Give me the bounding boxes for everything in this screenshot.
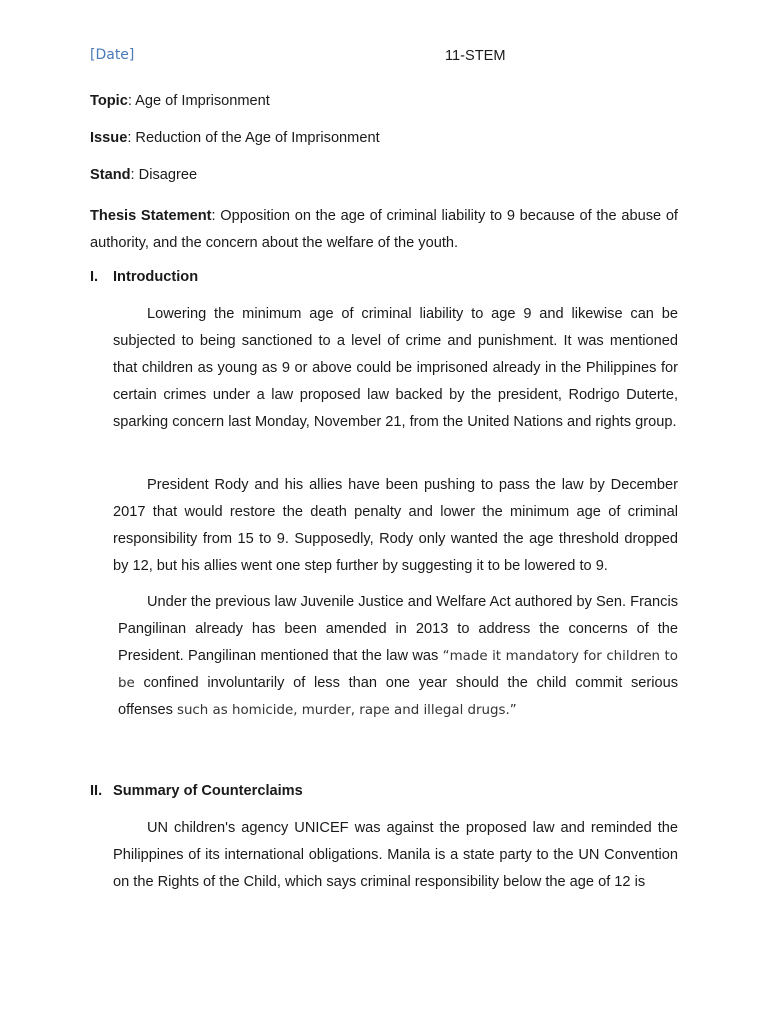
intro-paragraph-1: Lowering the minimum age of criminal liability to age 9 and likewise can be subjected to being sanctioned to a level of crime and punishment. It was mentioned that children as young as 9 or above could be imprisoned already in the Philippines for certain crimes under a law proposed law backed by the president, Rodrigo Duterte, sparking concern last Monday, November 21, from the United Nations and rights group.	[113, 306, 678, 430]
stand-line	[90, 167, 197, 183]
counterclaims-paragraph-1: UN children's agency UNICEF was against the proposed law and reminded the Philippines of its international obligations. Manila is a state party to the UN Convention on the Rights of the Child, which says criminal responsibility below the age of 12 is	[113, 820, 678, 890]
section-number: II.	[90, 783, 103, 799]
section-heading-counterclaims	[90, 783, 303, 799]
thesis-label: Thesis Statement	[90, 208, 212, 224]
section-title: Introduction	[113, 269, 199, 285]
topic-line	[90, 93, 270, 109]
issue-label: Issue	[90, 130, 128, 146]
section-number: I.	[90, 269, 99, 285]
thesis-statement	[90, 203, 678, 257]
stand-label: Stand	[90, 167, 131, 183]
quoted-text: “made it mandatory for children to be	[118, 649, 678, 691]
issue-value: : Reduction of the Age of Imprisonment	[127, 130, 380, 146]
issue-line	[90, 130, 380, 146]
paragraph-text: confined involuntarily of less than one year should the child commit serious offenses	[118, 675, 678, 718]
section-title: Summary of Counterclaims	[113, 783, 303, 799]
topic-value: : Age of Imprisonment	[127, 93, 270, 109]
intro-paragraph-3	[118, 589, 678, 724]
quoted-text: such as homicide, murder, rape and illegal drugs.”	[176, 703, 517, 718]
stand-value: : Disagree	[130, 167, 198, 183]
class-section: 11-STEM	[445, 48, 506, 64]
topic-label: Topic	[90, 93, 128, 109]
intro-paragraph-2: President Rody and his allies have been pushing to pass the law by December 2017 that would restore the death penalty and lower the minimum age of criminal responsibility from 15 to 9. Supposedly, Rody only wanted the age threshold dropped by 12, but his allies went one step further by suggesting it to be lowered to 9.	[113, 477, 678, 574]
thesis-value: : Opposition on the age of criminal liability to 9 because of the abuse of authority, and the concern about the welfare of the youth.	[90, 208, 678, 251]
date-placeholder[interactable]: [Date]	[90, 47, 135, 63]
section-heading-introduction	[90, 269, 198, 285]
paragraph-text: Under the previous law Juvenile Justice and Welfare Act authored by Sen. Francis Pangilinan already has been amended in 2013 to address the concerns of the President. Pangilinan mentioned that the law was	[118, 594, 678, 664]
